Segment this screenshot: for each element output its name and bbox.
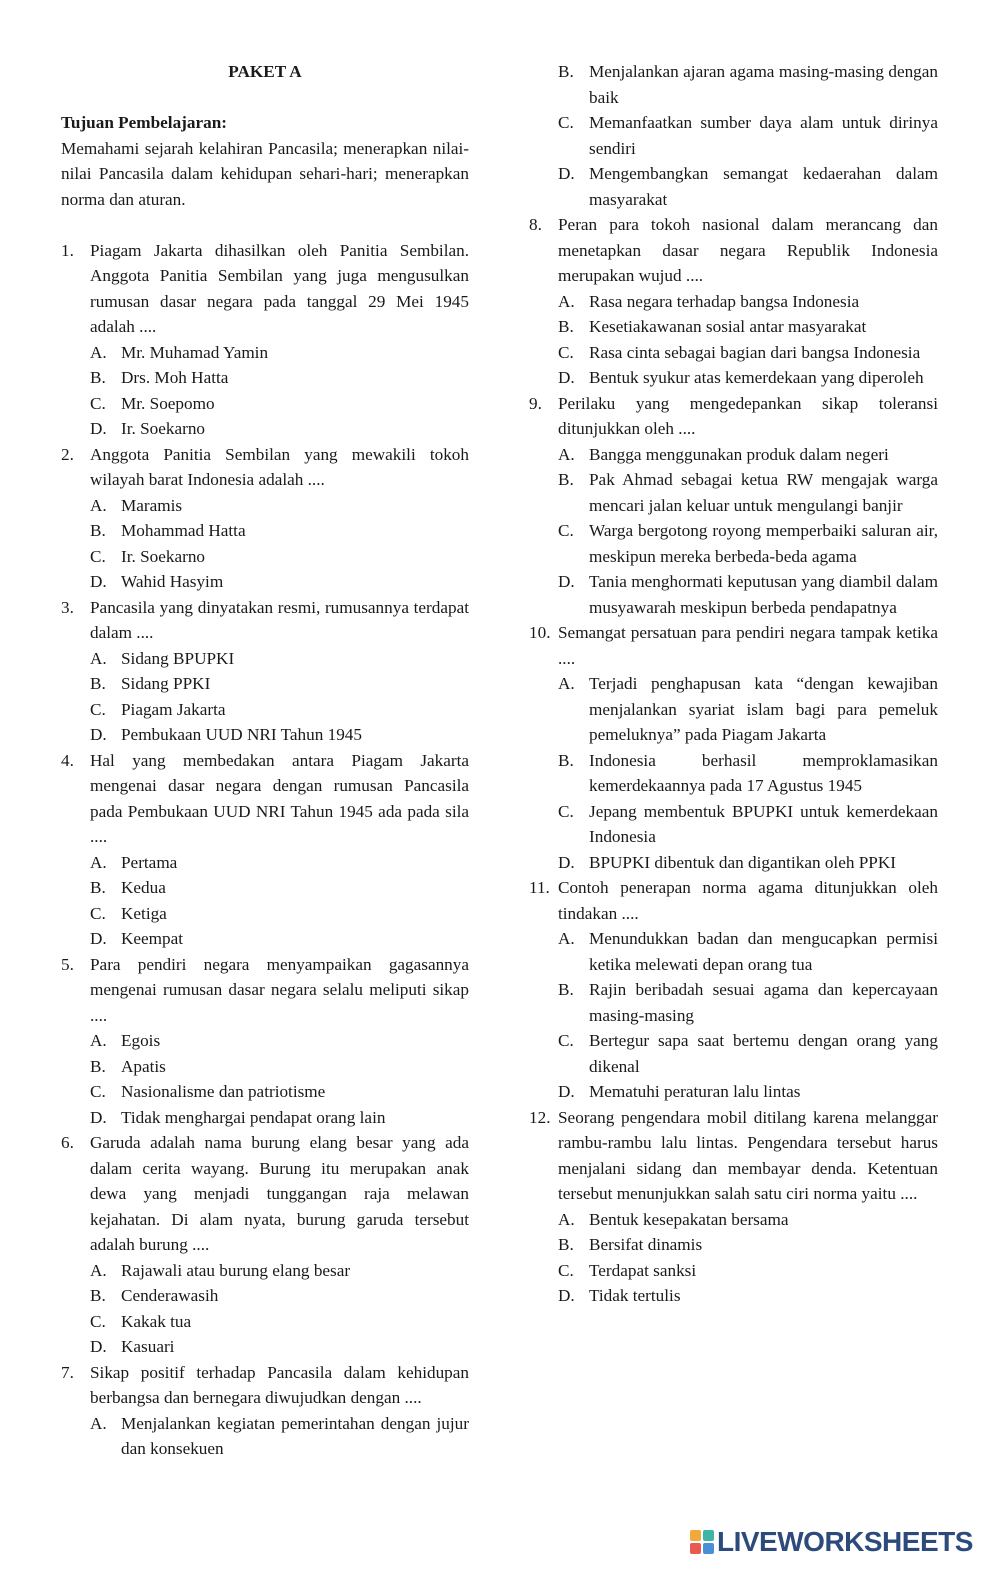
question-text: Anggota Panitia Sembilan yang mewakili tokoh wilayah barat Indonesia adalah .... [90,444,469,489]
option-d[interactable] [90,926,469,952]
option-text: Piagam Jakarta [121,699,226,719]
option-text: Terjadi penghapusan kata “dengan kewajiban menjalankan syariat islam bagi para pemeluk pemeluknya” pada Piagam Jakarta [589,674,938,744]
option-b[interactable] [558,59,938,110]
option-letter: C. [90,1082,106,1101]
option-letter: B. [558,470,574,489]
option-letter: B. [558,750,574,770]
option-letter: A. [558,674,575,693]
option-d[interactable] [90,722,469,748]
option-text: Jepang membentuk BPUPKI untuk kemerdekaan Indonesia [589,801,938,846]
objective-heading: Tujuan Pembelajaran: [61,113,227,132]
option-text: Kakak tua [121,1311,192,1331]
option-d[interactable] [558,161,938,212]
question-4 [61,748,469,952]
question-11 [529,875,938,1105]
brand-name: LIVEWORKSHEETS [717,1526,973,1557]
question-number: 10. [529,623,551,642]
option-letter: D. [558,164,575,183]
question-text: Contoh penerapan norma agama ditunjukkan oleh tindakan .... [558,878,938,923]
option-b[interactable] [90,1283,469,1309]
option-text: Pembukaan UUD NRI Tahun 1945 [121,725,362,744]
question-text: Piagam Jakarta dihasilkan oleh Panitia Sembilan. Anggota Panitia Sembilan yang juga mengusulkan rumusan dasar negara pada tanggal 29 Mei 1945 adalah .... [90,240,469,336]
option-text: Maramis [121,495,183,515]
question-number: 3. [61,597,74,617]
option-c[interactable] [90,1079,469,1105]
question-number: 1. [61,240,74,260]
option-text: Kasuari [121,1337,175,1356]
option-text: Sidang BPUPKI [121,648,235,668]
option-d[interactable] [90,1105,469,1131]
option-letter: D. [90,419,107,438]
option-b[interactable] [558,748,938,799]
option-text: Egois [121,1031,161,1050]
option-text: Terdapat sanksi [589,1260,697,1280]
option-b[interactable] [558,977,938,1028]
option-c[interactable] [90,697,469,723]
option-text: Rajawali atau burung elang besar [121,1260,351,1280]
option-text: Rasa cinta sebagai bagian dari bangsa Indonesia [589,342,921,362]
brand-logo[interactable] [690,1526,973,1558]
option-text: Drs. Moh Hatta [121,368,229,387]
option-c[interactable] [558,1028,938,1079]
option-text: Nasionalisme dan patriotisme [121,1082,326,1101]
question-5 [61,952,469,1131]
question-text: Pancasila yang dinyatakan resmi, rumusannya terdapat dalam .... [90,597,469,642]
option-a[interactable] [90,1258,469,1284]
option-letter: C. [558,521,574,540]
question-text: Perilaku yang mengedepankan sikap toleransi ditunjukkan oleh .... [558,393,938,438]
question-number: 2. [61,444,74,464]
option-c[interactable] [90,544,469,570]
option-a[interactable] [558,1207,938,1233]
option-letter: A. [558,929,575,948]
option-letter: C. [90,546,106,566]
option-letter: B. [90,878,106,897]
option-letter: D. [90,725,107,744]
option-text: Rajin beribadah sesuai agama dan kepercayaan masing-masing [589,980,938,1025]
option-letter: D. [90,929,107,948]
option-letter: D. [90,572,107,591]
option-b[interactable] [558,1232,938,1258]
option-letter: D. [558,1082,575,1101]
question-8 [529,212,938,391]
right-column [529,59,938,1309]
option-b[interactable] [558,467,938,518]
option-letter: B. [558,980,574,999]
question-number: 12. [529,1107,551,1127]
question-text: Seorang pengendara mobil ditilang karena melanggar rambu-rambu lalu lintas. Pengendara tersebut harus menjalani sidang dan membayar denda. Ketentuan tersebut menunjukkan salah satu ciri norma yaitu .... [558,1107,938,1203]
option-a[interactable] [90,1411,469,1462]
option-letter: B. [90,1056,106,1076]
option-c[interactable] [558,518,938,569]
option-d[interactable] [558,1079,938,1105]
option-d[interactable] [558,365,938,391]
option-text: Bentuk syukur atas kemerdekaan yang diperoleh [589,368,924,387]
option-letter: D. [558,368,575,387]
option-text: Ketiga [121,903,167,923]
option-letter: D. [90,1337,107,1356]
question-12 [529,1105,938,1309]
option-b[interactable] [90,671,469,697]
option-text: Rasa negara terhadap bangsa Indonesia [589,291,860,311]
question-number: 9. [529,393,542,413]
option-letter: D. [90,1107,107,1127]
option-text: Ir. Soekarno [121,419,206,438]
option-text: Bertegur sapa saat bertemu dengan orang yang dikenal [589,1031,938,1076]
option-a[interactable] [90,850,469,876]
option-letter: C. [558,342,574,362]
option-letter: B. [558,62,574,81]
option-letter: A. [90,648,107,668]
option-letter: B. [90,368,106,387]
option-letter: B. [90,674,106,693]
option-c[interactable] [558,110,938,161]
option-letter: D. [558,852,575,872]
question-number: 11. [529,878,550,897]
option-letter: A. [90,1260,107,1280]
option-d[interactable] [90,416,469,442]
option-a[interactable] [90,646,469,672]
option-text: Menjalankan ajaran agama masing-masing dengan baik [589,62,938,107]
option-letter: A. [90,342,107,362]
option-d[interactable] [558,569,938,620]
option-text: Bentuk kesepakatan bersama [589,1209,789,1229]
option-letter: C. [558,1260,574,1280]
option-text: Menundukkan badan dan mengucapkan permisi ketika melewati depan orang tua [589,929,938,974]
option-c[interactable] [90,391,469,417]
liveworksheets-icon [690,1530,714,1554]
option-letter: C. [90,393,106,413]
option-text: Tidak tertulis [589,1286,681,1305]
option-text: Mr. Soepomo [121,393,215,413]
option-text: Wahid Hasyim [121,572,224,591]
option-text: Bersifat dinamis [589,1235,703,1254]
option-d[interactable] [558,850,938,876]
option-letter: B. [90,521,106,540]
option-letter: B. [558,1235,574,1254]
option-a[interactable] [558,926,938,977]
option-text: Menjalankan kegiatan pemerintahan dengan jujur dan konsekuen [121,1413,469,1458]
question-3 [61,595,469,748]
option-letter: A. [558,1209,575,1229]
option-text: Pertama [121,852,178,872]
option-a[interactable] [558,442,938,468]
option-b[interactable] [90,365,469,391]
question-text: Peran para tokoh nasional dalam merancang dan menetapkan dasar negara Republik Indonesia merupakan wujud .... [558,215,938,285]
option-d[interactable] [90,1334,469,1360]
question-7 [529,59,938,212]
option-d[interactable] [558,1283,938,1309]
question-6 [61,1130,469,1360]
option-letter: C. [558,113,574,132]
option-text: Mr. Muhamad Yamin [121,342,269,362]
option-text: Ir. Soekarno [121,546,206,566]
option-c[interactable] [558,1258,938,1284]
option-text: Sidang PPKI [121,674,211,693]
option-b[interactable] [90,1054,469,1080]
option-text: Kedua [121,878,166,897]
option-letter: A. [90,495,107,515]
option-b[interactable] [90,518,469,544]
objective-text: Memahami sejarah kelahiran Pancasila; menerapkan nilai-nilai Pancasila dalam kehidupan sehari-hari; menerapkan norma dan aturan. [61,138,469,209]
question-text: Sikap positif terhadap Pancasila dalam kehidupan berbangsa dan bernegara diwujudkan dengan .... [90,1362,469,1407]
option-text: Warga bergotong royong memperbaiki saluran air, meskipun mereka berbeda-beda agama [589,521,938,566]
option-a[interactable] [90,493,469,519]
option-a[interactable] [558,289,938,315]
option-text: Tania menghormati keputusan yang diambil dalam musyawarah meskipun berbeda pendapatnya [589,572,938,617]
option-letter: D. [558,1286,575,1305]
option-c[interactable] [558,340,938,366]
option-letter: C. [90,1311,106,1331]
option-letter: A. [558,444,575,464]
option-text: Cenderawasih [121,1286,219,1305]
question-text: Garuda adalah nama burung elang besar yang ada dalam cerita wayang. Burung itu merupakan anak dewa yang menjadi tunggangan raja melawan kejahatan. Di alam nyata, burung garuda tersebut adalah burung .... [90,1133,469,1254]
option-text: Mohammad Hatta [121,521,246,540]
question-text: Semangat persatuan para pendiri negara tampak ketika .... [558,623,938,668]
option-letter: C. [558,1031,574,1050]
question-number: 8. [529,215,542,234]
option-text: Apatis [121,1056,166,1076]
option-text: Indonesia berhasil memproklamasikan kemerdekaannya pada 17 Agustus 1945 [589,750,938,795]
question-9 [529,391,938,621]
option-letter: A. [90,1031,107,1050]
question-text: Para pendiri negara menyampaikan gagasannya mengenai rumusan dasar negara selalu meliputi sikap .... [90,954,469,1025]
option-text: Mematuhi peraturan lalu lintas [589,1082,801,1101]
option-text: Kesetiakawanan sosial antar masyarakat [589,317,867,336]
question-number: 6. [61,1133,74,1152]
left-column [61,59,469,1462]
page-title: PAKET A [228,62,302,81]
option-c[interactable] [90,1309,469,1335]
question-text: Hal yang membedakan antara Piagam Jakarta mengenai dasar negara dengan rumusan Pancasila pada Pembukaan UUD NRI Tahun 1945 ada pada sila .... [90,750,469,846]
option-text: Tidak menghargai pendapat orang lain [121,1107,386,1127]
question-number: 5. [61,954,74,974]
question-10 [529,620,938,875]
option-text: Mengembangkan semangat kedaerahan dalam masyarakat [589,164,938,209]
option-a[interactable] [558,671,938,748]
option-c[interactable] [558,799,938,850]
option-letter: A. [90,852,107,872]
question-number: 4. [61,750,74,770]
option-text: Pak Ahmad sebagai ketua RW mengajak warga mencari jalan keluar untuk mengulangi banjir [589,470,938,515]
option-b[interactable] [90,875,469,901]
option-text: Bangga menggunakan produk dalam negeri [589,444,889,464]
question-1 [61,238,469,442]
option-letter: A. [558,291,575,311]
option-text: BPUPKI dibentuk dan digantikan oleh PPKI [589,852,896,872]
option-letter: C. [90,699,106,719]
option-letter: B. [90,1286,106,1305]
option-text: Memanfaatkan sumber daya alam untuk dirinya sendiri [589,113,938,158]
question-7 [61,1360,469,1462]
option-a[interactable] [90,340,469,366]
option-letter: D. [558,572,575,591]
option-letter: C. [90,903,106,923]
option-a[interactable] [90,1028,469,1054]
question-number: 7. [61,1362,74,1382]
option-letter: C. [558,801,574,821]
option-b[interactable] [558,314,938,340]
option-c[interactable] [90,901,469,927]
question-2 [61,442,469,595]
option-d[interactable] [90,569,469,595]
option-text: Keempat [121,929,184,948]
option-letter: B. [558,317,574,336]
option-letter: A. [90,1413,107,1433]
